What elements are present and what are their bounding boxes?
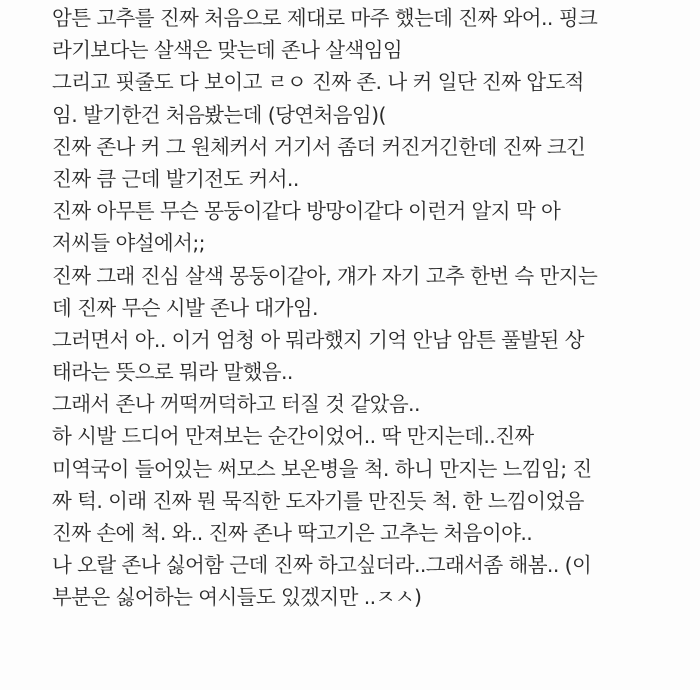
text-line: 암튼 고추를 진짜 처음으로 제대로 마주 했는데 진짜 와어.. 핑크 (52, 6, 598, 30)
text-line: 데 진짜 무슨 시발 존나 대가임. (52, 295, 318, 320)
text-line: 부분은 싫어하는 여시들도 있겠지만 ..ㅈㅅ) (52, 585, 422, 610)
text-line: 짜 턱. 이래 진짜 뭔 묵직한 도자기를 만진듯 척. 한 느낌이었음 (52, 488, 584, 513)
text-line: 임. 발기한건 처음봤는데 (당연처음임)( (52, 102, 386, 127)
text-line: 그리고 핏줄도 다 보이고 ㄹㅇ 진짜 존. 나 커 일단 진짜 압도적 (52, 70, 584, 95)
text-line: 라기보다는 살색은 맞는데 존나 살색임임 (52, 38, 403, 63)
text-line: 진짜 그래 진심 살색 몽둥이같아, 걔가 자기 고추 한번 슥 만지는 (52, 263, 598, 288)
text-line: 진짜 아무튼 무슨 몽둥이같다 방망이같다 이런거 알지 막 아 (52, 199, 561, 224)
text-line: 진짜 손에 척. 와.. 진짜 존나 딱고기은 고추는 처음이야.. (52, 521, 533, 545)
text-line: 그래서 존나 꺼떡꺼덕하고 터질 것 같았음.. (52, 392, 420, 417)
text-line: 진짜 큼 근데 발기전도 커서.. (52, 166, 299, 191)
text-line: 그러면서 아.. 이거 엄청 아 뭐라했지 기억 안남 암튼 풀발된 상 (52, 327, 584, 352)
text-line: 미역국이 들어있는 써모스 보온병을 척. 하니 만지는 느낌임; 진 (52, 456, 592, 481)
text-line: 저씨들 야설에서;; (52, 231, 205, 256)
text-line: 나 오랄 존나 싫어함 근데 진짜 하고싶더라..그래서좀 해봄.. (이 (52, 553, 592, 578)
text-line: 하 시발 드디어 만져보는 순간이었어.. 딱 만지는데..진짜 (52, 424, 534, 449)
post-text (52, 2, 692, 614)
text-line: 태라는 뜻으로 뭐라 말했음.. (52, 360, 293, 385)
text-line: 진짜 존나 커 그 원체커서 거기서 좀더 커진거긴한데 진짜 크긴 (52, 134, 586, 159)
